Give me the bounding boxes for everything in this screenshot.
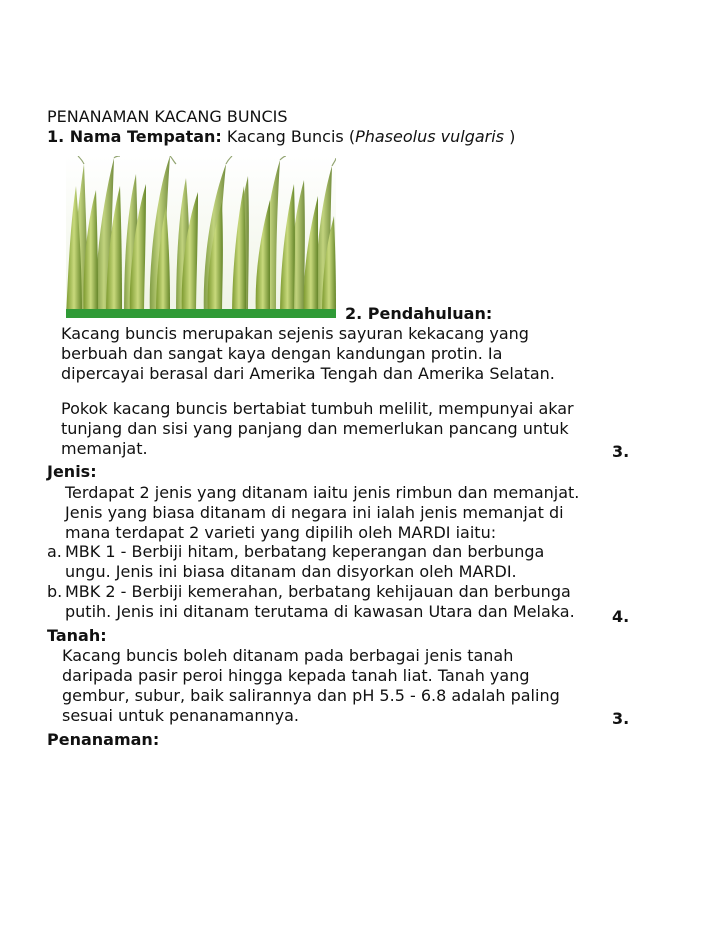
- varieties-intro-line: Terdapat 2 jenis yang ditanam iaitu jenis rimbun dan memanjat.: [65, 483, 580, 502]
- list-item-line: MBK 1 - Berbiji hitam, berbatang keperangan dan berbunga: [65, 542, 545, 561]
- soil-paragraph: [62, 646, 560, 726]
- local-name-text: Kacang Buncis (: [221, 127, 356, 146]
- intro-paragraph-2: [61, 399, 574, 459]
- document-title: PENANAMAN KACANG BUNCIS: [47, 107, 288, 126]
- list-item-line: putih. Jenis ini ditanam terutama di kawasan Utara dan Melaka.: [65, 602, 575, 621]
- soil-heading: Tanah:: [47, 626, 107, 645]
- varieties-intro: [65, 483, 579, 543]
- intro-p2-line: memanjat.: [61, 439, 148, 458]
- section-number: 3.: [612, 442, 630, 461]
- soil-line: Kacang buncis boleh ditanam pada berbagai jenis tanah: [62, 646, 514, 665]
- varieties-intro-line: mana terdapat 2 varieti yang dipilih oleh MARDI iaitu:: [65, 523, 497, 542]
- varieties-heading: Jenis:: [47, 462, 97, 481]
- intro-p1-line: dipercayai berasal dari Amerika Tengah dan Amerika Selatan.: [61, 364, 555, 383]
- planting-heading: Penanaman:: [47, 730, 160, 749]
- intro-p2-line: Pokok kacang buncis bertabiat tumbuh melilit, mempunyai akar: [61, 399, 574, 418]
- intro-p1-line: Kacang buncis merupakan sejenis sayuran kekacang yang: [61, 324, 529, 343]
- varieties-intro-line: Jenis yang biasa ditanam di negara ini ialah jenis memanjat di: [65, 503, 564, 522]
- list-item: [65, 542, 544, 582]
- soil-line: daripada pasir peroi hingga kepada tanah liat. Tanah yang: [62, 666, 530, 685]
- soil-line: gembur, subur, baik salirannya dan pH 5.5 - 6.8 adalah paling: [62, 686, 560, 705]
- list-marker: b.: [47, 582, 63, 601]
- intro-heading: 2. Pendahuluan:: [345, 304, 493, 323]
- scientific-name: Phaseolus vulgaris: [355, 127, 505, 146]
- intro-p1-line: berbuah dan sangat kaya dengan kandungan protin. Ia: [61, 344, 503, 363]
- local-name-line: [47, 127, 515, 146]
- intro-p2-line: tunjang dan sisi yang panjang dan memerlukan pancang untuk: [61, 419, 569, 438]
- soil-line: sesuai untuk penanamannya.: [62, 706, 299, 725]
- intro-paragraph-1: [61, 324, 555, 384]
- green-beans-photo: [66, 156, 336, 318]
- list-marker: a.: [47, 542, 62, 561]
- list-item-line: MBK 2 - Berbiji kemerahan, berbatang kehijauan dan berbunga: [65, 582, 571, 601]
- local-name-close: ): [504, 127, 516, 146]
- section-number: 4.: [612, 607, 630, 626]
- list-item: [65, 582, 575, 622]
- section-number: 3.: [612, 709, 630, 728]
- list-item-line: ungu. Jenis ini biasa ditanam dan disyorkan oleh MARDI.: [65, 562, 517, 581]
- local-name-heading: 1. Nama Tempatan:: [47, 127, 222, 146]
